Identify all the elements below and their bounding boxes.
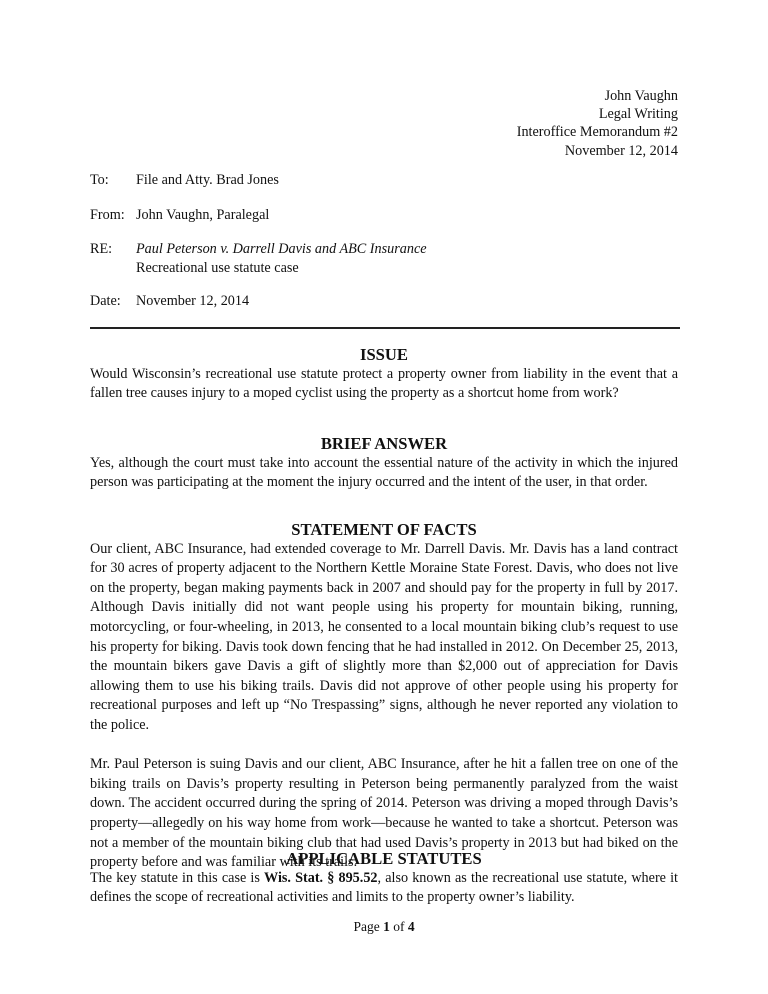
statute-reference: Wis. Stat. § 895.52 (264, 869, 378, 886)
from-value: John Vaughn, Paralegal (136, 206, 270, 223)
re-label: RE: (90, 241, 113, 258)
statutes-text-before: The key statute in this case is (90, 869, 265, 886)
statutes-heading: APPLICABLE STATUTES (286, 849, 482, 868)
to-field (90, 171, 680, 191)
brief-answer-section (90, 434, 678, 493)
of-word: of (389, 919, 408, 934)
brief-answer-heading: BRIEF ANSWER (320, 434, 448, 453)
statutes-section (90, 849, 678, 908)
page-word: Page (353, 919, 384, 934)
date-label: Date: (90, 293, 121, 310)
statutes-text-after: , also known as the recreational use statute, where it defines the scope of recreational activities and limits to the property owner’s liability. (90, 869, 679, 906)
header-date: November 12, 2014 (564, 142, 678, 159)
brief-answer-text: Yes, although the court must take into account the essential nature of the activity in which the injured person was participating at the moment the injury occurred and the intent of the user, in that order. (90, 454, 678, 491)
page-total: 4 (407, 919, 415, 934)
page-footer (0, 917, 768, 937)
course-name: Legal Writing (598, 106, 678, 123)
re-field (90, 240, 680, 277)
from-label: From: (90, 206, 125, 223)
facts-section (90, 520, 678, 873)
date-field (90, 292, 680, 312)
author-name: John Vaughn (604, 88, 678, 104)
issue-text: Would Wisconsin’s recreational use statute protect a property owner from liability in the event that a fallen tree causes injury to a moped cyclist using the property as a shortcut home from work? (90, 365, 678, 402)
memo-fields (90, 171, 680, 327)
memo-title: Interoffice Memorandum #2 (516, 124, 678, 141)
facts-heading: STATEMENT OF FACTS (291, 520, 477, 539)
header-divider (90, 327, 680, 329)
issue-section (90, 345, 678, 404)
to-label: To: (90, 172, 109, 188)
issue-heading: ISSUE (359, 345, 408, 364)
statutes-text (90, 869, 678, 908)
from-field (90, 206, 680, 226)
page-number: 1 (383, 919, 390, 934)
date-value: November 12, 2014 (136, 293, 250, 310)
facts-paragraph-2: Mr. Paul Peterson is suing Davis and our client, ABC Insurance, after he hit a fallen tree on one of the biking trails on Davis’s property resulting in Peterson being permanently paralyzed from the waist down. The accident occurred during the spring of 2014. Peterson was driving a moped through Davis’s property—allegedly on his way home from work—because he wanted to take a shortcut. Peterson was not a member of the mountain biking club that had used Davis’s property in 2013 but had biked on the property before and was familiar with its trails. (90, 756, 678, 871)
facts-paragraph-1: Our client, ABC Insurance, had extended coverage to Mr. Darrell Davis. Mr. Davis has a land contract for 30 acres of property adjacent to the Northern Kettle Moraine State Forest. Davis, who does not live on the property, began making payments back in 2007 and should pay for the property in full by 2017. Although Davis initially did not want people using his property for mountain biking, running, motorcycling, or four-wheeling, in 2013, he consented to a local mountain biking club’s request to use his property for biking. Davis took down fencing that he had installed in 2012. On December 25, 2013, the mountain bikers gave Davis a gift of slightly more than $2,000 out of appreciation for Davis allowing them to use his biking trails. Davis did not approve of other people using his property for recreational purposes and left up “No Trespassing” signs, although he never reported any violation to the police. (90, 540, 678, 733)
re-subject: Recreational use statute case (136, 259, 299, 276)
to-value: File and Atty. Brad Jones (136, 172, 279, 188)
re-case-name: Paul Peterson v. Darrell Davis and ABC Insurance (136, 241, 427, 258)
author-header (517, 87, 678, 160)
